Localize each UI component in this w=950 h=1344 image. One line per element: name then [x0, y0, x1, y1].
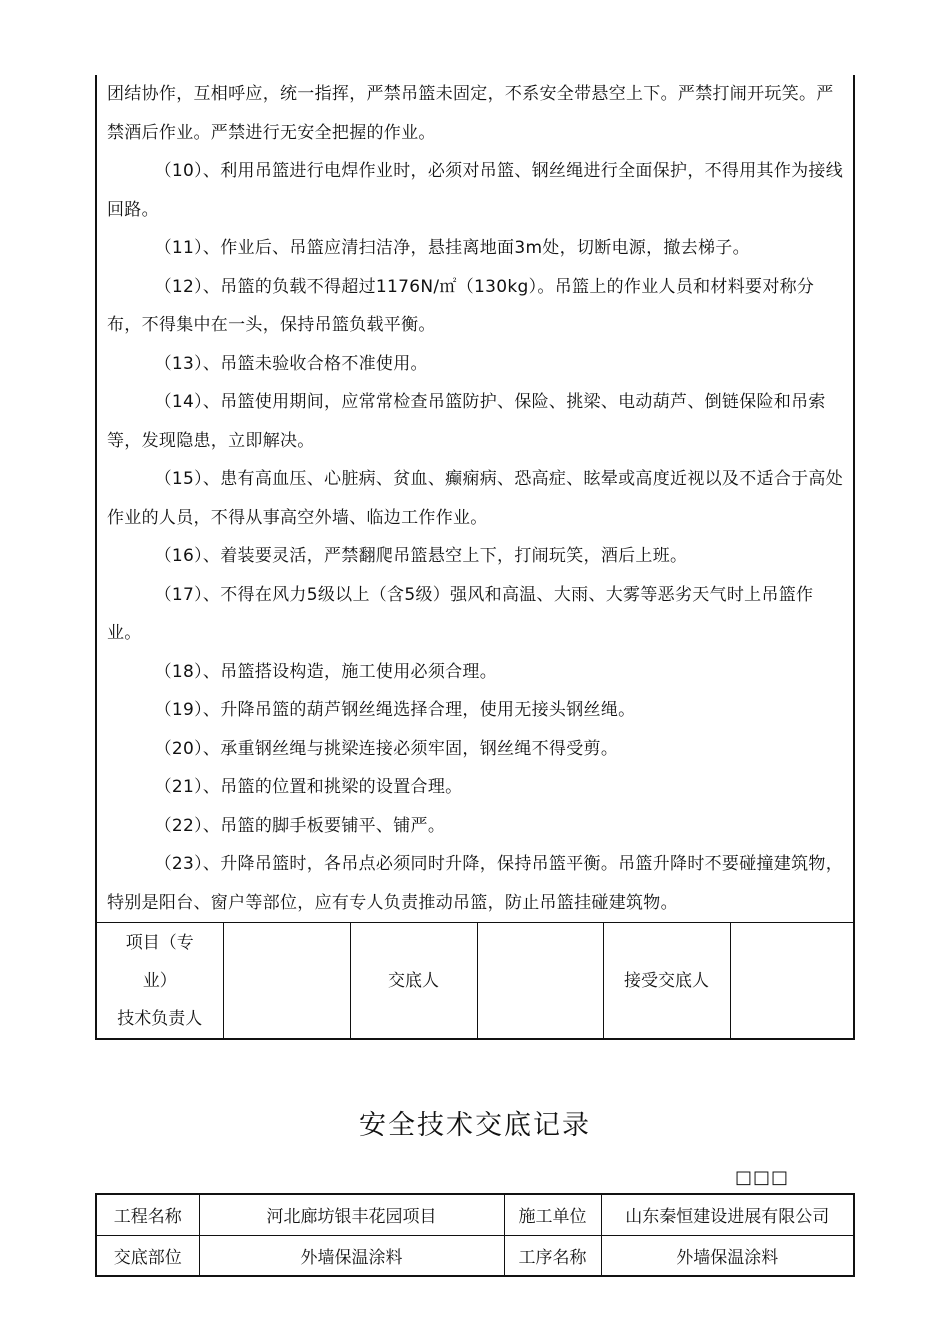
rule-paragraph: 团结协作，互相呼应，统一指挥，严禁吊篮未固定，不系安全带悬空上下。严禁打闹开玩笑。严禁酒后作业。严禁进行无安全把握的作业。 — [107, 84, 834, 143]
record-code: □□□ — [735, 1167, 790, 1188]
rule-paragraph: （20）、承重钢丝绳与挑梁连接必须牢固，钢丝绳不得受剪。 — [154, 738, 619, 759]
project-name-value: 河北廊坊银丰花园项目 — [199, 1194, 504, 1235]
rule-paragraph: （14）、吊篮使用期间，应常常检查吊篮防护、保险、挑梁、电动葫芦、倒链保险和吊索等，发现隐患，立即解决。 — [107, 392, 826, 451]
tech-lead-label-cell — [97, 923, 223, 1040]
safety-rules-text — [97, 75, 853, 922]
rule-paragraph: （17）、不得在风力5级以上（含5级）强风和高温、大雨、大雾等恶劣天气时上吊篮作业。 — [107, 584, 814, 643]
tech-lead-signature-field[interactable] — [223, 923, 350, 1040]
project-info-table — [95, 1193, 855, 1277]
process-label: 工序名称 — [504, 1235, 601, 1276]
contractor-label: 施工单位 — [504, 1194, 601, 1235]
rule-paragraph: （19）、升降吊篮的葫芦钢丝绳选择合理，使用无接头钢丝绳。 — [154, 700, 636, 720]
tech-lead-label-line3: 技术负责人 — [117, 1008, 203, 1029]
rule-paragraph: （16）、着装要灵活，严禁翻爬吊篮悬空上下，打闹玩笑，酒后上班。 — [154, 546, 688, 566]
project-name-label: 工程名称 — [96, 1194, 199, 1235]
discloser-label: 交底人 — [350, 923, 477, 1040]
rule-paragraph: （12）、吊篮的负载不得超过1176N/㎡（130kg）。吊篮上的作业人员和材料要对称分布，不得集中在一头，保持吊篮负载平衡。 — [107, 276, 815, 335]
disclosure-content-block — [95, 75, 855, 1040]
location-value: 外墙保温涂料 — [199, 1235, 504, 1276]
location-label: 交底部位 — [96, 1235, 199, 1276]
process-value: 外墙保温涂料 — [601, 1235, 854, 1276]
rule-paragraph: （21）、吊篮的位置和挑梁的设置合理。 — [154, 777, 463, 797]
rule-paragraph: （15）、患有高血压、心脏病、贫血、癫痫病、恐高症、眩晕或高度近视以及不适合于高处作业的人员，不得从事高空外墙、临边工作作业。 — [107, 469, 844, 528]
receiver-label: 接受交底人 — [603, 923, 730, 1040]
rule-paragraph: （13）、吊篮未验收合格不准使用。 — [154, 353, 428, 374]
receiver-signature-field[interactable] — [730, 923, 853, 1040]
rule-paragraph: （10）、利用吊篮进行电焊作业时，必须对吊篮、钢丝绳进行全面保护，不得用其作为接线回路。 — [107, 161, 844, 220]
tech-lead-label-line2: 业） — [142, 970, 177, 991]
record-title: 安全技术交底记录 — [359, 1110, 591, 1141]
tech-lead-label-line1: 项目（专 — [125, 932, 194, 953]
rule-paragraph: （22）、吊篮的脚手板要铺平、铺严。 — [154, 815, 446, 836]
contractor-value: 山东秦恒建设进展有限公司 — [601, 1194, 854, 1235]
rule-paragraph: （23）、升降吊篮时，各吊点必须同时升降，保持吊篮平衡。吊篮升降时不要碰撞建筑物，特别是阳台、窗户等部位，应有专人负责推动吊篮，防止吊篮挂碰建筑物。 — [107, 854, 844, 913]
discloser-signature-field[interactable] — [477, 923, 603, 1040]
signature-table — [97, 922, 853, 1040]
rule-paragraph: （18）、吊篮搭设构造，施工使用必须合理。 — [154, 661, 498, 682]
rule-paragraph: （11）、作业后、吊篮应清扫洁净，悬挂离地面3m处，切断电源，撤去梯子。 — [154, 238, 750, 258]
